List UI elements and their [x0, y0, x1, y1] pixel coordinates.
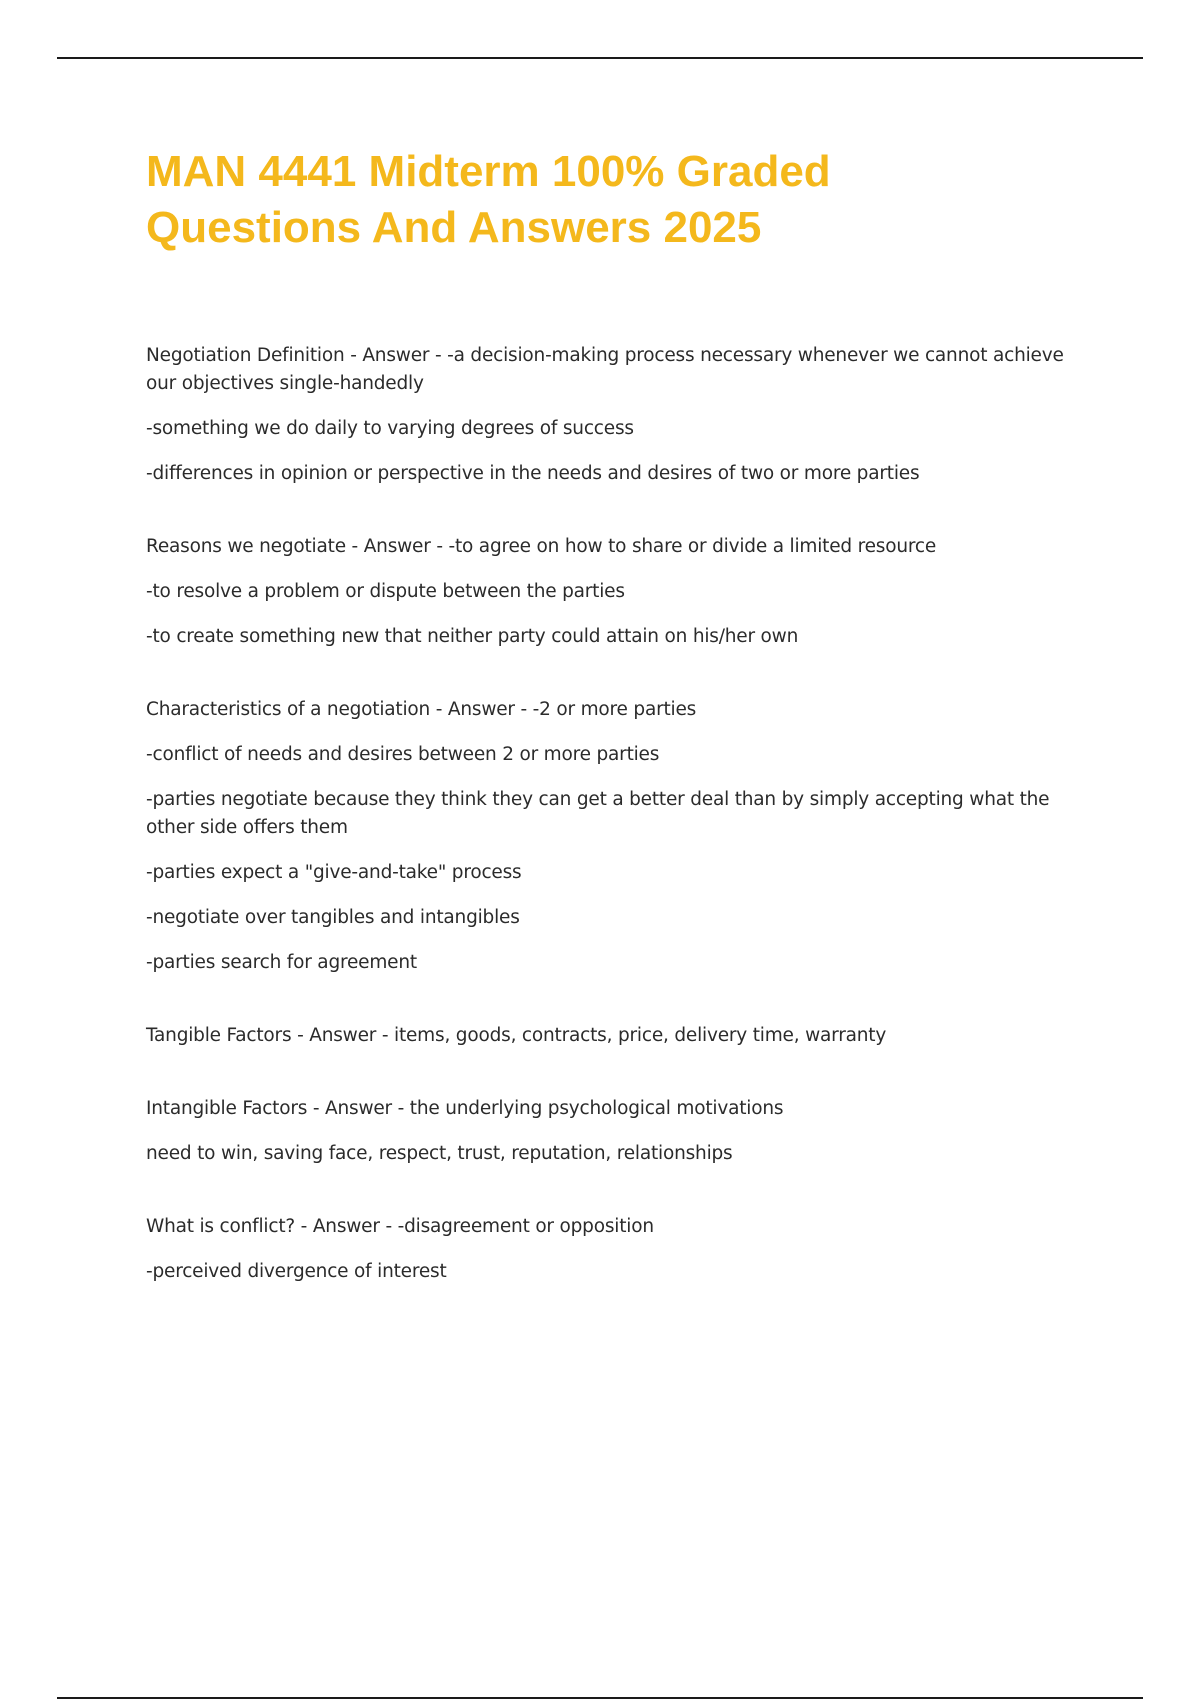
- qa-block-what-is-conflict: [146, 1213, 1096, 1286]
- qa-line: -negotiate over tangibles and intangibles: [146, 907, 520, 928]
- qa-line: -parties expect a "give-and-take" process: [146, 862, 522, 883]
- qa-line: need to win, saving face, respect, trust, reputation, relationships: [146, 1143, 733, 1164]
- qa-block-intangible-factors: [146, 1095, 1096, 1168]
- qa-line: -parties search for agreement: [146, 952, 417, 973]
- qa-line: -perceived divergence of interest: [146, 1261, 447, 1282]
- document-title: [146, 144, 1096, 256]
- qa-list: [146, 342, 1096, 1286]
- qa-line: -something we do daily to varying degrees of success: [146, 418, 634, 439]
- qa-line: Intangible Factors - Answer - the underlying psychological motivations: [146, 1098, 784, 1119]
- document-body: [146, 144, 1096, 1331]
- title-line-2: Questions And Answers 2025: [146, 203, 762, 252]
- qa-line: What is conflict? - Answer - -disagreement or opposition: [146, 1216, 654, 1237]
- qa-line: Negotiation Definition - Answer - -a decision-making process necessary whenever we cannot achieve our objectives single-handedly: [146, 345, 1064, 394]
- qa-block-reasons-we-negotiate: [146, 533, 1096, 651]
- bottom-rule: [57, 1697, 1143, 1699]
- title-line-1: MAN 4441 Midterm 100% Graded: [146, 147, 831, 196]
- qa-line: Reasons we negotiate - Answer - -to agree on how to share or divide a limited resource: [146, 536, 937, 557]
- qa-block-tangible-factors: [146, 1022, 1096, 1050]
- qa-line: -to resolve a problem or dispute between the parties: [146, 581, 625, 602]
- qa-line: -conflict of needs and desires between 2 or more parties: [146, 744, 660, 765]
- qa-line: -differences in opinion or perspective in the needs and desires of two or more parties: [146, 463, 920, 484]
- top-rule: [57, 57, 1143, 59]
- qa-block-negotiation-definition: [146, 342, 1096, 488]
- qa-line: Tangible Factors - Answer - items, goods, contracts, price, delivery time, warranty: [146, 1025, 887, 1046]
- qa-block-characteristics: [146, 696, 1096, 977]
- qa-line: -to create something new that neither party could attain on his/her own: [146, 626, 799, 647]
- qa-line: Characteristics of a negotiation - Answer - -2 or more parties: [146, 699, 697, 720]
- qa-line: -parties negotiate because they think they can get a better deal than by simply accepting what the other side offers them: [146, 789, 1050, 838]
